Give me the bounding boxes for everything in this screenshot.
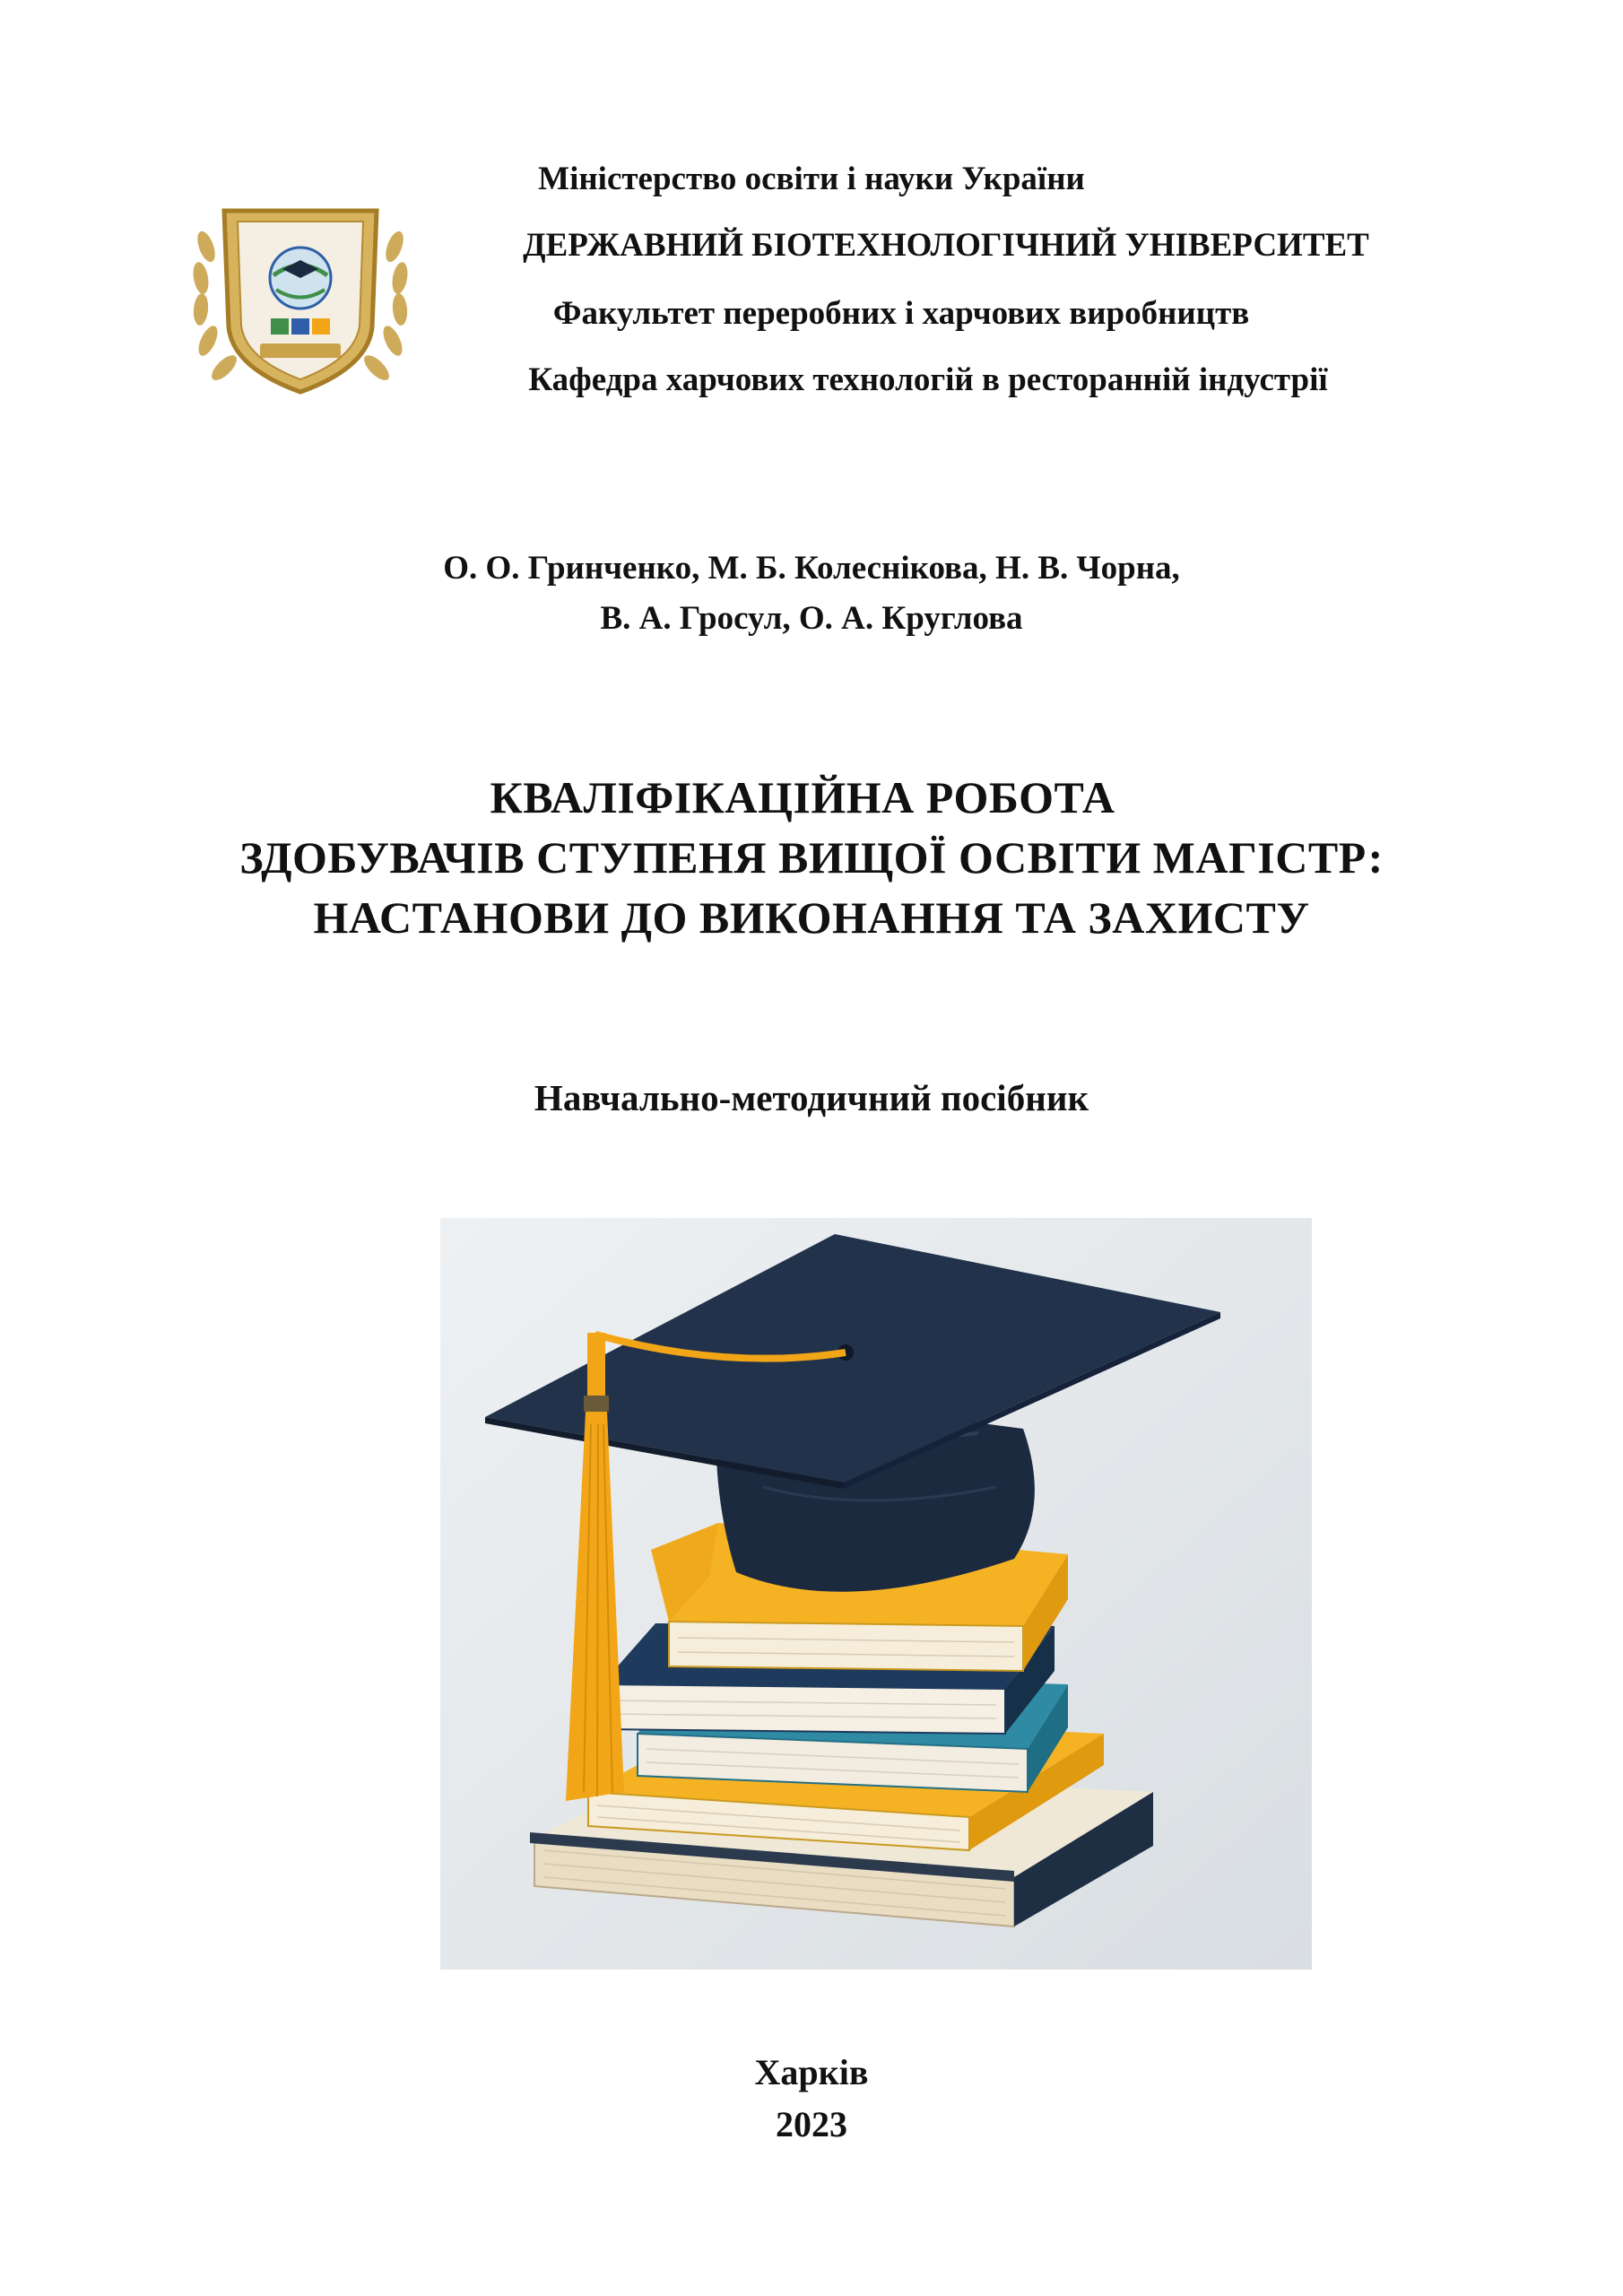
faculty-name: Факультет переробних і харчових виробництв bbox=[552, 295, 1250, 332]
city: Харків bbox=[754, 2052, 869, 2092]
authors-line-2: В. А. Гросул, О. А. Круглова bbox=[600, 600, 1023, 637]
university-name: ДЕРЖАВНИЙ БІОТЕХНОЛОГІЧНИЙ УНІВЕРСИТЕТ bbox=[523, 227, 1369, 264]
title-line-1: КВАЛІФІКАЦІЙНА РОБОТА bbox=[490, 772, 1115, 822]
graduation-cap-on-books-icon bbox=[440, 1218, 1312, 1970]
university-emblem-icon bbox=[188, 193, 412, 404]
department-name: Кафедра харчових технологій в ресторанній індустрії bbox=[528, 361, 1328, 398]
title-line-3: НАСТАНОВИ ДО ВИКОНАННЯ ТА ЗАХИСТУ bbox=[313, 892, 1310, 943]
cover-image bbox=[440, 1218, 1312, 1970]
document-type: Навчально-методичний посібник bbox=[534, 1077, 1089, 1118]
title-line-2: ЗДОБУВАЧІВ СТУПЕНЯ ВИЩОЇ ОСВІТИ МАГІСТР: bbox=[239, 832, 1384, 883]
ministry-name: Міністерство освіти і науки України bbox=[538, 161, 1085, 197]
authors-line-1: О. О. Гринченко, М. Б. Колеснікова, Н. В. Чорна, bbox=[443, 550, 1180, 587]
year: 2023 bbox=[776, 2104, 847, 2144]
